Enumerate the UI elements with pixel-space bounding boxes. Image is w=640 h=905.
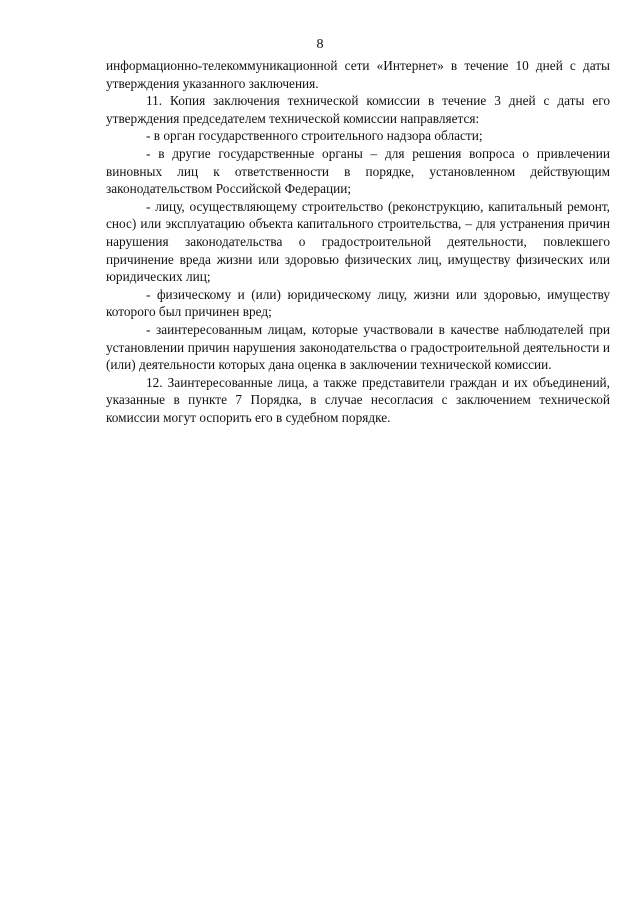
list-item-injured-party: - физическому и (или) юридическому лицу, жизни или здоровью, имуществу которого был причинен вред;	[106, 286, 610, 320]
paragraph-item-11: 11. Копия заключения технической комиссии в течение 3 дней с даты его утверждения председателем технической комиссии направляется:	[106, 93, 610, 126]
list-item-state-bodies: - в другие государственные органы – для решения вопроса о привлечении виновных лиц к ответственности в порядке, установленном действующим законодательством Российской Федерации;	[106, 145, 610, 197]
paragraph-item-12: 12. Заинтересованные лица, а также представители граждан и их объединений, указанные в пункте 7 Порядка, в случае несогласия с заключением технической комиссии могут оспорить его в судебном порядке.	[106, 374, 610, 425]
page-number: 8	[316, 37, 324, 52]
list-item-builder: - лицу, осуществляющему строительство (реконструкцию, капитальный ремонт, снос) или эксплуатацию объекта капитального строительства, – для устранения причин нарушения законодательства о градостроительной деятельности, повлекшего причинение вреда жизни или здоровью физических лиц, имуществу физических или юридических лиц;	[106, 198, 610, 285]
document-body	[106, 57, 610, 426]
list-item-interested-persons: - заинтересованным лицам, которые участвовали в качестве наблюдателей при установлении причин нарушения законодательства о градостроительной деятельности и (или) деятельности которых дана оценка в заключении технической комиссии.	[106, 321, 610, 373]
list-item-construction-supervision: - в орган государственного строительного надзора области;	[146, 128, 483, 144]
paragraph-continuation: информационно-телекоммуникационной сети «Интернет» в течение 10 дней с даты утверждения указанного заключения.	[106, 58, 610, 91]
